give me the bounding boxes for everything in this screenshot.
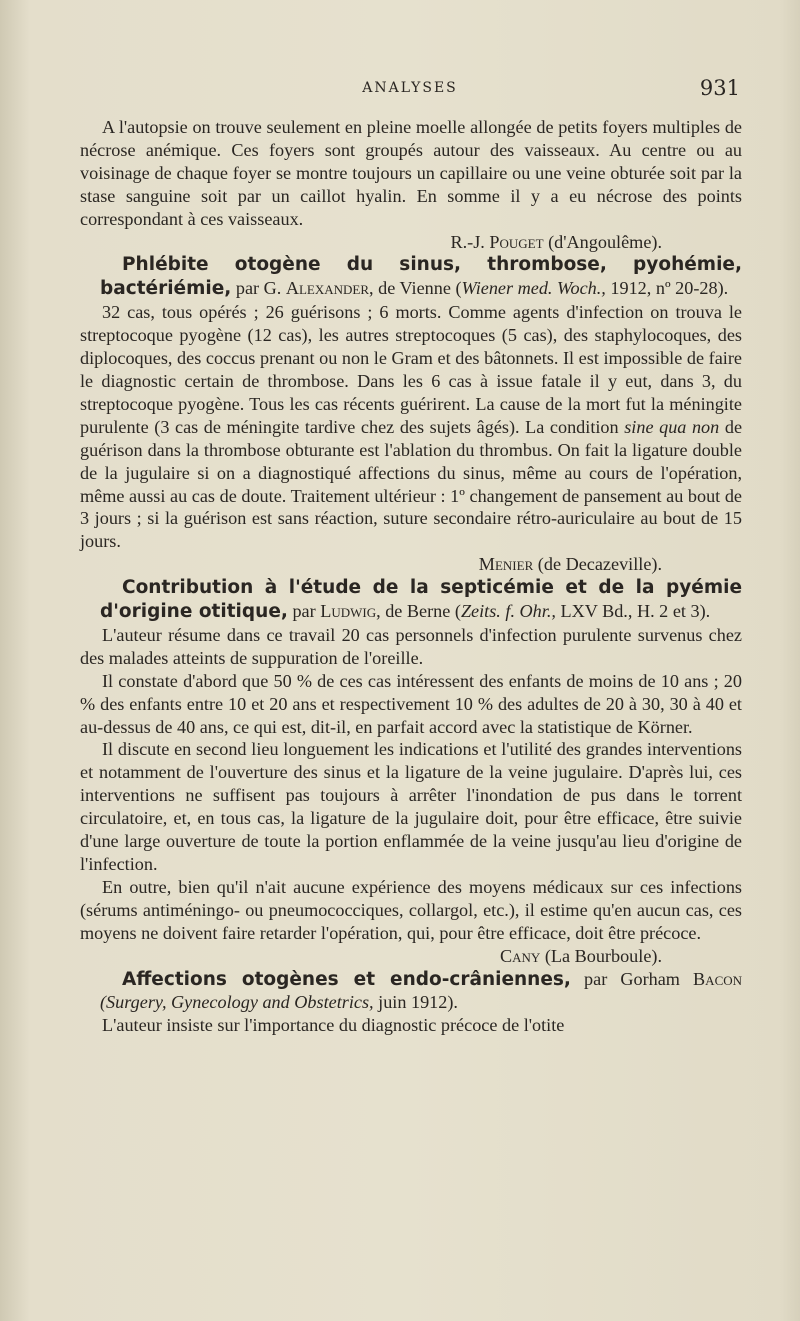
signature-name: R.-J. Pouget — [450, 231, 544, 252]
intro-paragraph: A l'autopsie on trouve seulement en pleine moelle allongée de petits foyers multiples de nécrose anémique. Ces foyers sont groupés autour des vaisseaux. Au centre ou au voisinage de chaque foyer se montre toujours un capillaire ou une veine obturée soit par la stase sanguine soit par un caillot hyalin. En somme il y a eu nécrose des points correspondant à ces vaisseaux. — [80, 117, 742, 229]
article-title: Contribution à l'étude de la septicémie et de la pyémie d'origine otitique, — [100, 577, 742, 623]
article-journal: Wiener med. Woch., — [461, 278, 606, 299]
signature-name: Menier — [478, 554, 534, 575]
signature-place: (d'Angoulême). — [548, 231, 662, 252]
article-paragraph: Il constate d'abord que 50 % de ces cas intéressent des enfants de moins de 10 ans ; 20 % des enfants entre 10 et 20 ans et respectivement 10 % des adultes de 20 à 30, 30 à 40 et au-dessus de 40 ans, ce qui est, dit-il, en parfait accord avec la statistique de Körner. — [80, 670, 742, 737]
page-body — [80, 116, 742, 1037]
signature-place: (de Decazeville). — [537, 554, 662, 575]
article-signature — [80, 553, 742, 576]
article-heading — [80, 968, 742, 1015]
article-by: par Gorham — [584, 968, 680, 989]
article-reference: 1912, nº 20-28). — [610, 278, 729, 299]
page-header — [80, 76, 740, 102]
article-by: par G. — [235, 278, 282, 299]
running-head: ANALYSES — [362, 80, 458, 96]
article-reference: LXV Bd., H. 2 et 3). — [560, 601, 711, 622]
article-heading — [80, 576, 742, 624]
article-title: Phlébite otogène du sinus, thrombose, pyohémie, bactériémie, — [100, 254, 742, 300]
article-origin: de Vienne ( — [378, 278, 462, 299]
article-origin: de Berne ( — [385, 601, 461, 622]
article-heading — [80, 253, 742, 301]
article-paragraph: Il discute en second lieu longuement les indications et l'utilité des grandes interventions et notamment de l'ouverture des sinus et la ligature de la veine jugulaire. D'après lui, ces interventions ne suffisent pas toujours à arrêter l'inondation de pus dans le torrent circulatoire, et, en tous cas, la ligature de la jugulaire doit, pour être efficace, être suivie d'une large ouverture de toute la portion enflammée de la veine jusqu'au lieu d'origine de l'infection. — [80, 739, 742, 874]
intro-signature — [80, 231, 742, 254]
article-paragraph: L'auteur résume dans ce travail 20 cas personnels d'infection purulente survenus chez des malades atteints de suppuration de l'oreille. — [80, 624, 742, 668]
signature-place: (La Bourboule). — [544, 945, 662, 966]
signature-name: Cany — [499, 945, 541, 966]
article-paragraph: 32 cas, tous opérés ; 26 guérisons ; 6 morts. Comme agents d'infection on trouva le streptocoque pyogène (12 cas), les autres streptocoques (5 cas), des staphylocoques, des diplocoques, des coccus prenant ou non le Gram et des bâtonnets. Il est impossible de faire le diagnostic certain de thrombose. Dans les 6 cas à issue fatale il y eut, dans 3, du streptocoque pyogène. Tous les cas récents guérirent. La cause de la mort fut la méningite purulente (3 cas de méningite tardive chez des sujets âgés). La condition sine qua non de guérison dans la thrombose obturante est l'ablation du thrombus. On fait la ligature double de la jugulaire si on a diagnostiqué affections du sinus, même au cours de l'opération, même aussi au cas de doute. Traitement ultérieur : 1º changement de pansement au bout de 3 jours ; si la guérison est sans réaction, suture secondaire rétro-auriculaire au bout de 15 jours. — [80, 302, 743, 552]
article-title: Affections otogènes et endo-crâniennes, — [122, 968, 571, 990]
article-paragraph: L'auteur insiste sur l'importance du diagnostic précoce de l'otite — [102, 1015, 565, 1036]
article-paragraph: En outre, bien qu'il n'ait aucune expérience des moyens médicaux sur ces infections (sérums antiméningo- ou pneumococciques, collargol, etc.), il estime qu'en aucun cas, ces moyens ne doivent faire retarder l'opération, qui, pour être efficace, doit être précoce. — [80, 876, 742, 943]
article-author: Bacon — [693, 968, 743, 989]
article-journal: Zeits. f. Ohr., — [460, 601, 556, 622]
page-number: 931 — [699, 76, 740, 100]
article-by: par — [292, 601, 316, 622]
article-signature — [80, 945, 742, 968]
latin-phrase: sine qua non — [624, 416, 720, 437]
article-author: Ludwig, — [320, 601, 381, 622]
article-reference: juin 1912). — [378, 992, 458, 1013]
article-author: Alexander, — [285, 278, 374, 299]
article-journal: (Surgery, Gynecology and Obstetrics, — [100, 992, 374, 1013]
